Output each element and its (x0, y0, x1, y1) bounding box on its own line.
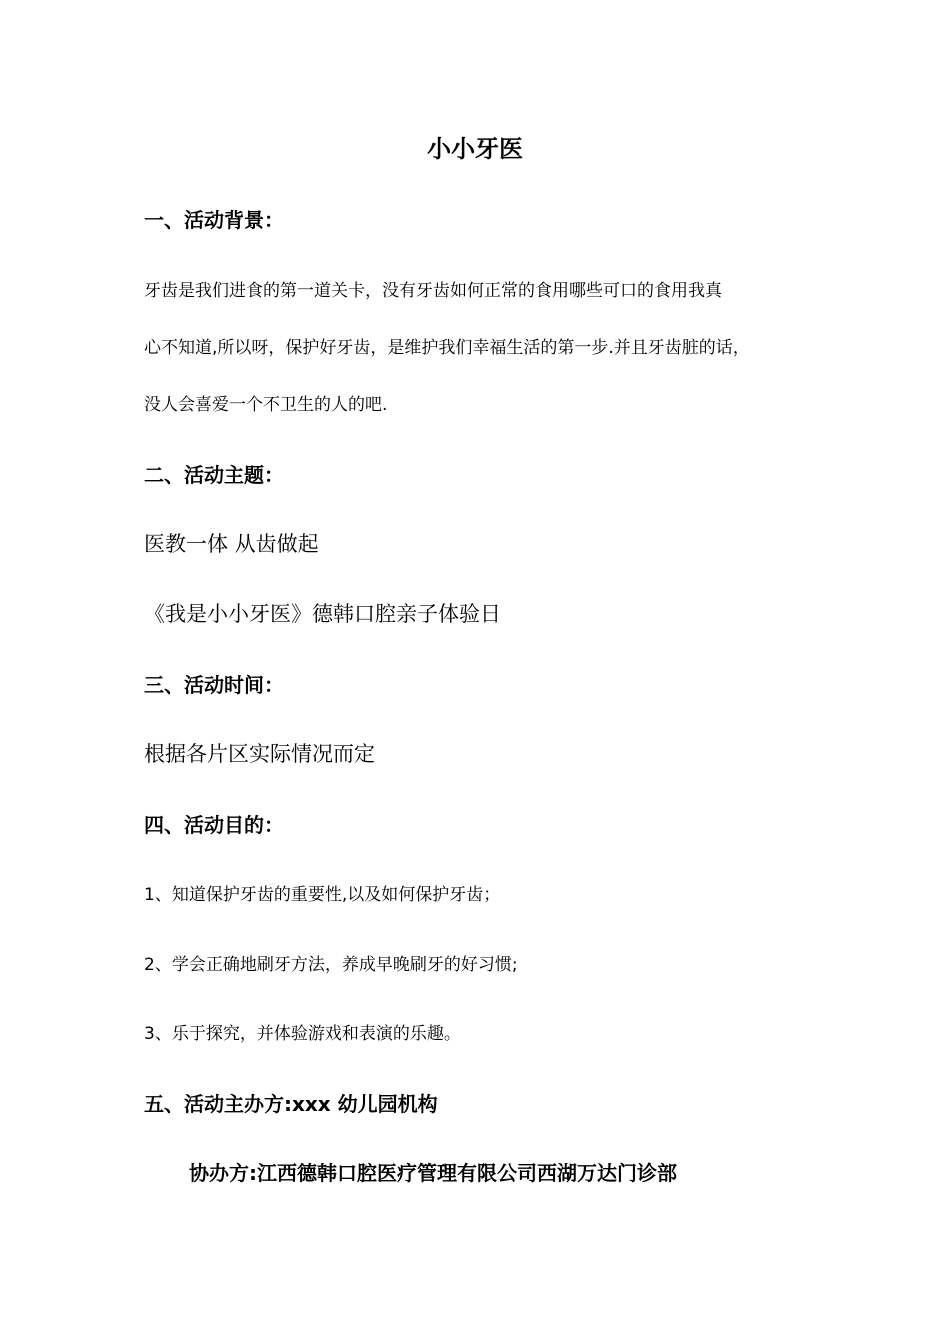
background-paragraph-line-2: 心不知道,所以呀，保护好牙齿，是维护我们幸福生活的第一步.并且牙齿脏的话， (144, 338, 750, 358)
section-heading-organizer: 五、活动主办方:xxx 幼儿园机构 (144, 1092, 438, 1116)
section-heading-purpose: 四、活动目的： (144, 813, 284, 837)
co-organizer-line: 协办方:江西德韩口腔医疗管理有限公司西湖万达门诊部 (189, 1161, 677, 1185)
theme-line-1: 医教一体 从齿做起 (144, 532, 319, 556)
theme-line-2: 《我是小小牙医》德韩口腔亲子体验日 (144, 602, 501, 626)
background-paragraph-line-3: 没人会喜爱一个不卫生的人的吧. (144, 395, 388, 415)
purpose-item-2: 2、学会正确地刷牙方法，养成早晚刷牙的好习惯; (144, 955, 518, 975)
time-text: 根据各片区实际情况而定 (144, 742, 375, 766)
background-paragraph-line-1: 牙齿是我们进食的第一道关卡，没有牙齿如何正常的食用哪些可口的食用我真 (144, 281, 722, 301)
section-heading-background: 一、活动背景： (144, 208, 284, 232)
section-heading-time: 三、活动时间： (144, 673, 284, 697)
purpose-item-3: 3、乐于探究，并体验游戏和表演的乐趣。 (144, 1024, 461, 1044)
document-title: 小小牙医 (427, 135, 523, 163)
purpose-item-1: 1、知道保护牙齿的重要性,以及如何保护牙齿； (144, 885, 501, 905)
section-heading-theme: 二、活动主题： (144, 463, 284, 487)
